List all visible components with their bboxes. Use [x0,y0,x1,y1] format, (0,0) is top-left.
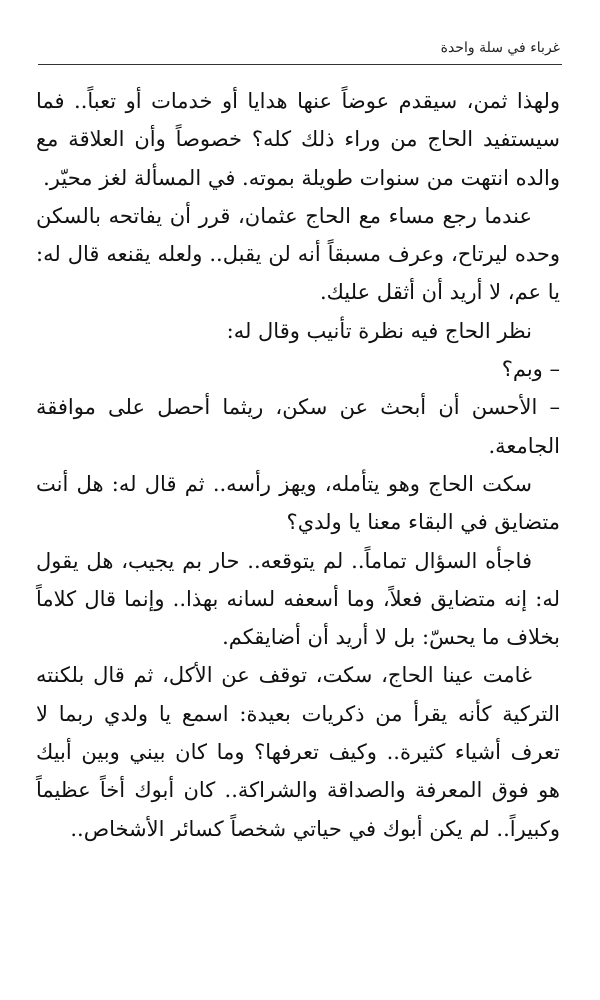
paragraph-3: نظر الحاج فيه نظرة تأنيب وقال له: [226,318,532,343]
header-divider [38,64,562,65]
page-body [36,82,560,848]
paragraph-7: فاجأه السؤال تماماً.. لم يتوقعه.. حار بم يجيب، هل يقول له: إنه متضايق فعلاً، وما أسعفه لسانه بهذا.. وإنما قال كلاماً بخلاف ما يحسّ: بل لا أريد أن أضايقكم. [36,548,560,650]
dialogue-line-1: – وبم؟ [501,357,560,382]
paragraph-2: عندما رجع مساء مع الحاج عثمان، قرر أن يفاتحه بالسكن وحده ليرتاح، وعرف مسبقاً أنه لن يقبل.. ولعله يقنعه قال له: يا عم، لا أريد أن أثقل عليك. [36,203,560,305]
dialogue-line-2: – الأحسن أن أبحث عن سكن، ريثما أحصل على موافقة الجامعة. [36,395,560,458]
running-header-title: غرباء في سلة واحدة [440,40,560,56]
paragraph-1: ولهذا ثمن، سيقدم عوضاً عنها هدايا أو خدمات أو تعباً.. فما سيستفيد الحاج من وراء ذلك كله؟ خصوصاً وأن العلاقة مع والده انتهت من سنوات طويلة بموته. في المسألة لغز محيّر. [36,89,560,190]
paragraph-6: سكت الحاج وهو يتأمله، ويهز رأسه.. ثم قال له: هل أنت متضايق في البقاء معنا يا ولدي؟ [36,471,560,535]
paragraph-8: غامت عينا الحاج، سكت، توقف عن الأكل، ثم قال بلكنته التركية كأنه يقرأ من ذكريات بعيدة: اسمع يا ولدي ربما لا تعرف أشياء كثيرة.. وكيف تعرفها؟ وما كان بيني وبين أبيك هو فوق المعرفة والصداقة والشراكة.. كان أبوك أخاً عظيماً وكبيراً.. لم يكن أبوك في حياتي شخصاً كسائر الأشخاص.. [36,663,560,841]
